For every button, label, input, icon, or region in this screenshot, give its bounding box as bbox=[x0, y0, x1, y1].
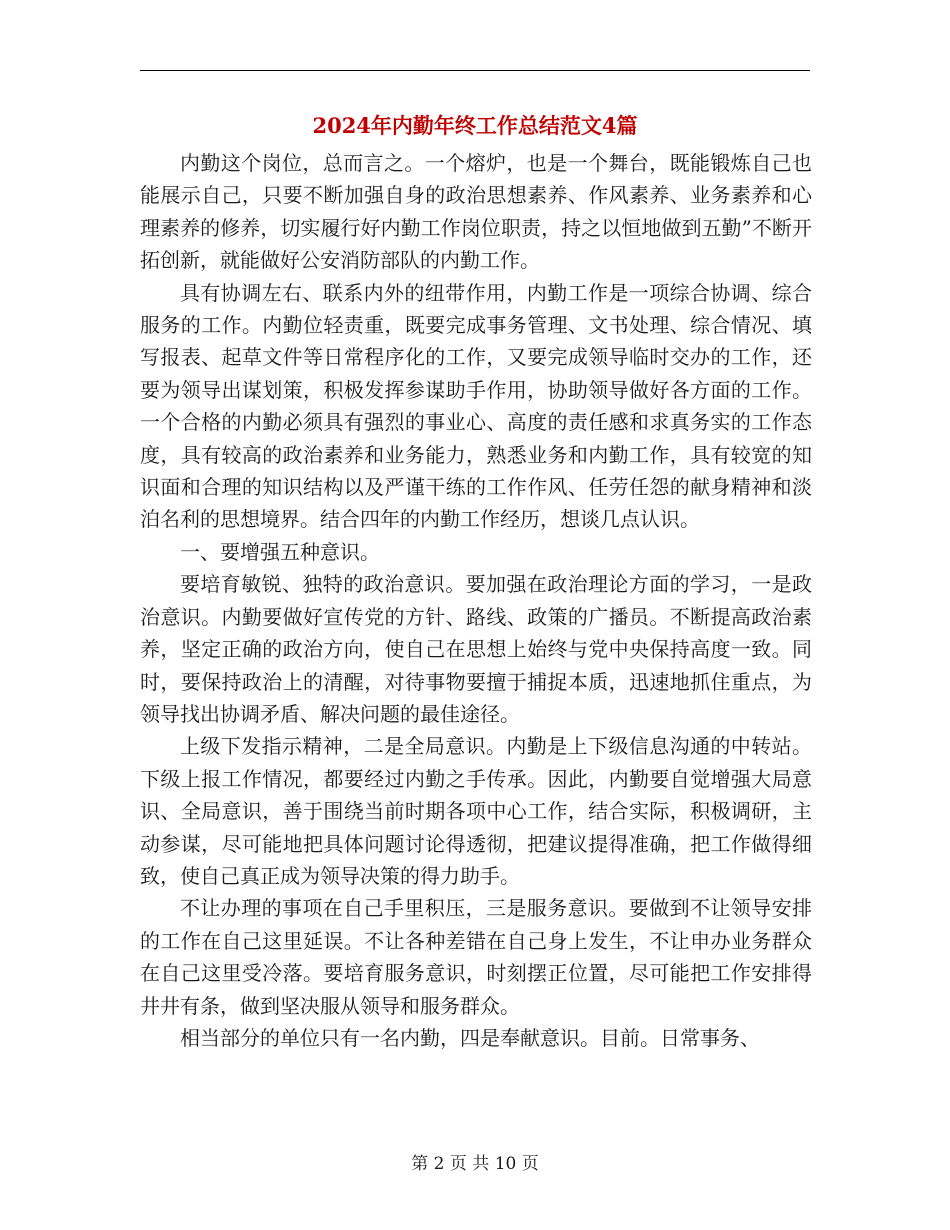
paragraph: 具有协调左右、联系内外的纽带作用，内勤工作是一项综合协调、综合服务的工作。内勤位轻责重，既要完成事务管理、文书处理、综合情况、填写报表、起草文件等日常程序化的工作，又要完成领导临时交办的工作，还要为领导出谋划策，积极发挥参谋助手作用，协助领导做好各方面的工作。一个合格的内勤必须具有强烈的事业心、高度的责任感和求真务实的工作态度，具有较高的政治素养和业务能力，熟悉业务和内勤工作，具有较宽的知识面和合理的知识结构以及严谨干练的工作作风、任劳任怨的献身精神和淡泊名利的思想境界。结合四年的内勤工作经历，想谈几点认识。 bbox=[140, 280, 812, 532]
paragraph: 相当部分的单位只有一名内勤，四是奉献意识。目前。日常事务、 bbox=[180, 1025, 760, 1050]
paragraph: 内勤这个岗位，总而言之。一个熔炉，也是一个舞台，既能锻炼自己也能展示自己，只要不断加强自身的政治思想素养、作风素养、业务素养和心理素养的修养，切实履行好内勤工作岗位职责，持之以恒地做到五勤”不断开拓创新，就能做好公安消防部队的内勤工作。 bbox=[140, 151, 812, 273]
section-heading: 一、要增强五种意识。 bbox=[180, 539, 380, 564]
paragraph: 要培育敏锐、独特的政治意识。要加强在政治理论方面的学习，一是政治意识。内勤要做好宣传党的方针、路线、政策的广播员。不断提高政治素养，坚定正确的政治方向，使自己在思想上始终与党中央保持高度一致。同时，要保持政治上的清醒，对待事物要擅于捕捉本质，迅速地抓住重点，为领导找出协调矛盾、解决问题的最佳途径。 bbox=[140, 572, 812, 726]
header-rule bbox=[140, 70, 810, 71]
paragraph: 不让办理的事项在自己手里积压，三是服务意识。要做到不让领导安排的工作在自己这里延误。不让各种差错在自己身上发生，不让申办业务群众在自己这里受冷落。要培育服务意识，时刻摆正位置，尽可能把工作安排得井井有条，做到坚决服从领导和服务群众。 bbox=[140, 896, 812, 1018]
page-number: 第 2 页 共 10 页 bbox=[411, 1154, 539, 1174]
document-body bbox=[140, 147, 812, 1054]
document-title: 2024年内勤年终工作总结范文4篇 bbox=[312, 113, 638, 138]
paragraph: 上级下发指示精神，二是全局意识。内勤是上下级信息沟通的中转站。下级上报工作情况，都要经过内勤之手传承。因此，内勤要自觉增强大局意识、全局意识，善于围绕当前时期各项中心工作，结合实际，积极调研，主动参谋，尽可能地把具体问题讨论得透彻，把建议提得准确，把工作做得细致，使自己真正成为领导决策的得力助手。 bbox=[140, 734, 812, 888]
